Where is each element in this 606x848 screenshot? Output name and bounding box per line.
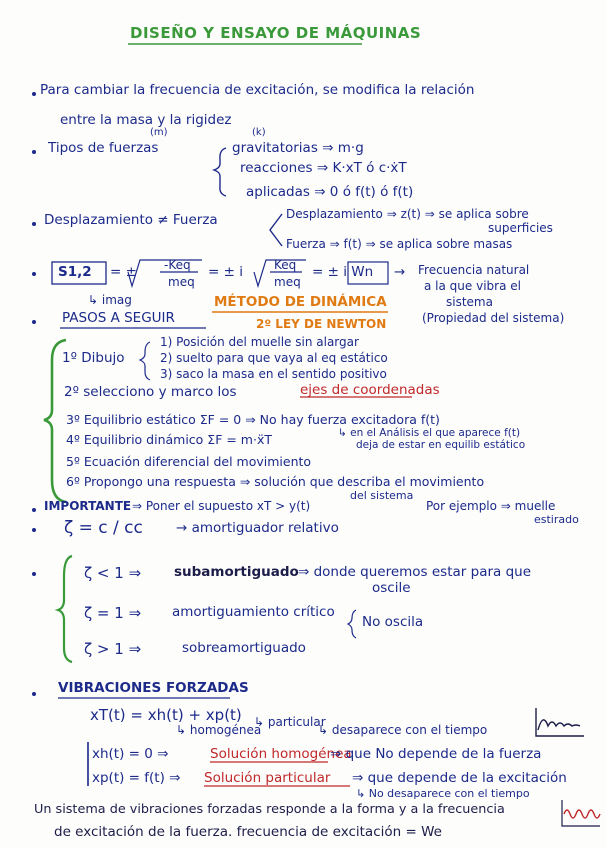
natural-freq-3: sistema (446, 295, 493, 309)
bullet (32, 508, 36, 512)
conclusion-2: de excitación de la fuerza. frecuencia de excitación = We (54, 824, 442, 840)
step-1b: 2) suelto para que vaya al eq estático (160, 351, 388, 365)
case-3-name: sobreamortiguado (182, 640, 306, 656)
no-oscila: No oscila (362, 614, 424, 630)
force-reac: reacciones ⇒ K·xT ó c·ẋT (240, 160, 407, 176)
important-text: ⇒ Poner el supuesto xT > y(t) (132, 499, 311, 513)
forced-heading: VIBRACIONES FORZADAS (58, 680, 249, 696)
xp-desc: ⇒ que depende de la excitación (352, 770, 567, 786)
bullet (32, 320, 36, 324)
step-6b: del sistema (350, 489, 414, 502)
bullet (32, 692, 36, 696)
step-3-note1: ↳ en el Análisis el que aparece f(t) (338, 427, 521, 439)
bullet (32, 222, 36, 226)
bullet (32, 150, 36, 154)
step-6: 6º Propongo una respuesta ⇒ solución que describa el movimiento (66, 474, 485, 489)
step-1: 1º Dibujo (62, 350, 125, 366)
case-1-desc: ⇒ donde queremos estar para que (298, 564, 532, 580)
displacement-d1: Desplazamiento ⇒ z(t) ⇒ se aplica sobre (286, 207, 529, 221)
step-3: 3º Equilibrio estático ΣF = 0 ⇒ No hay fuerza excitadora f(t) (66, 412, 440, 427)
bullet (32, 92, 36, 96)
forced-hom: ↳ homogénea (176, 723, 262, 737)
bullet (32, 528, 36, 532)
case-2-name: amortiguamiento crítico (172, 604, 335, 620)
important-example-2: estirado (534, 513, 579, 526)
force-apl: aplicadas ⇒ 0 ó f(t) ó f(t) (246, 184, 414, 200)
intro-line-1: Para cambiar la frecuencia de excitación, se modifica la relación (40, 82, 475, 98)
sub-k: (k) (252, 127, 266, 138)
page-title: DISEÑO Y ENSAYO DE MÁQUINAS (130, 24, 422, 42)
force-grav: gravitatorias ⇒ m·g (232, 140, 364, 156)
step-3-note2: deja de estar en equilib estático (356, 439, 526, 451)
formula-den1: meq (168, 275, 195, 289)
important-example: Por ejemplo ⇒ muelle (426, 499, 556, 513)
forced-part: ↳ particular (254, 715, 326, 729)
intro-line-2: entre la masa y la rigidez (60, 112, 232, 128)
formula-s12: S1,2 (58, 264, 92, 280)
case-2-cond: ζ = 1 ⇒ (84, 604, 142, 622)
natural-freq-2: a la que vibra el (424, 279, 521, 293)
step-2-axes: ejes de coordenadas (300, 382, 440, 398)
displacement-label: Desplazamiento ≠ Fuerza (44, 212, 218, 228)
metodo-dinamica: MÉTODO DE DINÁMICA (214, 294, 387, 310)
zeta-label: → amortiguador relativo (176, 520, 339, 536)
displacement-d1b: superficies (488, 221, 553, 235)
formula-num2: Keq (274, 258, 297, 272)
case-1-cond: ζ < 1 ⇒ (84, 564, 142, 582)
step-4: 4º Equilibrio dinámico ΣF = m·ẍT (66, 432, 272, 447)
formula-den2: meq (274, 275, 301, 289)
xp-name: Solución particular (204, 770, 331, 786)
xp-note: ↳ No desaparece con el tiempo (356, 787, 530, 800)
conclusion-1: Un sistema de vibraciones forzadas responde a la forma y a la frecuencia (34, 802, 505, 817)
xh-eq: xh(t) = 0 ⇒ (92, 746, 169, 762)
formula-arrow: → (394, 264, 406, 280)
step-5: 5º Ecuación diferencial del movimiento (66, 454, 312, 469)
zeta-def: ζ = c / cc (64, 518, 143, 538)
bullet (32, 572, 36, 576)
natural-freq-1: Frecuencia natural (418, 263, 530, 277)
forced-equation: xT(t) = xh(t) + xp(t) (90, 706, 242, 724)
step-2: 2º selecciono y marco los (64, 384, 237, 400)
xp-eq: xp(t) = f(t) ⇒ (92, 770, 181, 786)
case-1-name: subamortiguado (174, 564, 299, 580)
case-3-cond: ζ > 1 ⇒ (84, 640, 142, 658)
step-1c: 3) saco la masa en el sentido positivo (160, 367, 387, 381)
formula-num1: -Keq (164, 258, 191, 272)
formula-mid: = ± i (208, 264, 243, 280)
forced-desap: ↳ desaparece con el tiempo (318, 723, 488, 737)
case-1-oscile: oscile (372, 580, 411, 596)
ley-newton: 2º LEY DE NEWTON (256, 317, 387, 331)
displacement-d2: Fuerza ⇒ f(t) ⇒ se aplica sobre masas (286, 237, 513, 251)
natural-freq-4: (Propiedad del sistema) (422, 311, 565, 325)
formula-result: = ± i Wn (312, 264, 374, 280)
forces-label: Tipos de fuerzas (48, 140, 159, 156)
formula-pm: = ± (110, 264, 137, 280)
step-1a: 1) Posición del muelle sin alargar (160, 335, 359, 349)
steps-heading: PASOS A SEGUIR (62, 310, 175, 326)
bullet (32, 272, 36, 276)
sub-m: (m) (150, 127, 168, 138)
xh-name: Solución homogénea (210, 746, 352, 762)
formula-imag: ↳ imag (88, 293, 132, 307)
important-label: IMPORTANTE (44, 499, 132, 513)
xh-desc: ⇒ que No depende de la fuerza (330, 746, 542, 762)
